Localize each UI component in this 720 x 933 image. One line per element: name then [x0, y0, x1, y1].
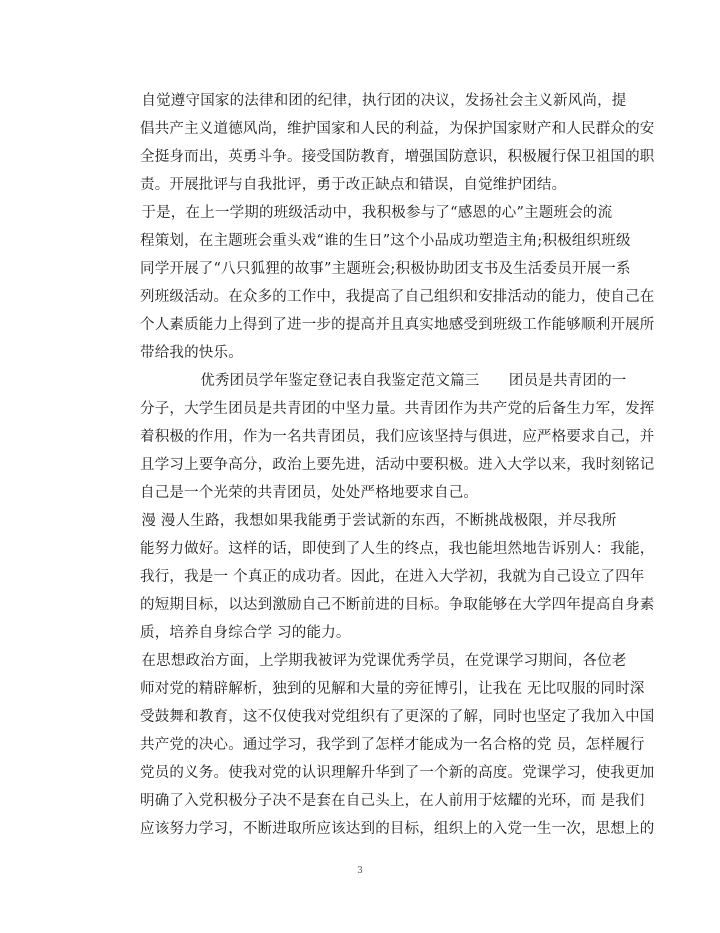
- text-line: 能努力做好。这样的话，即使到了人生的终点，我也能坦然地告诉别人：我能，: [140, 541, 655, 557]
- text-line: 着积极的作用，作为一名共青团员，我们应该坚持与俱进，应严格要求自己，并: [140, 429, 655, 445]
- text-line: 质，培养自身综合学 习的能力。: [140, 625, 351, 641]
- text-line: 明确了入党积极分子决不是套在自己头上，在人前用于炫耀的光环，而 是我们: [140, 793, 645, 809]
- text-line: 全挺身而出，英勇斗争。接受国防教育，增强国防意识，积极履行保卫祖国的职: [140, 149, 655, 165]
- page-number: 3: [357, 866, 363, 876]
- text-line: 程策划，在主题班会重头戏“谁的生日”这个小品成功塑造主角;积极组织班级: [140, 233, 631, 249]
- text-line: 的短期目标，以达到激励自己不断前进的目标。争取能够在大学四年提高自身素: [140, 597, 655, 613]
- text-line: 倡共产主义道德风尚，维护国家和人民的利益，为保护国家财产和人民群众的安: [140, 121, 655, 137]
- text-line: 于是，在上一学期的班级活动中，我积极参与了“感恩的心”主题班会的流: [112, 205, 613, 221]
- text-line: 受鼓舞和教育，这不仅使我对党组织有了更深的了解，同时也坚定了我加入中国: [140, 709, 655, 725]
- text-line: 师对党的精辟解析，独到的见解和大量的旁征博引，让我在 无比叹服的同时深: [140, 681, 645, 697]
- text-line: 应该努力学习，不断进取所应该达到的目标，组织上的入党一生一次，思想上的: [140, 821, 655, 837]
- text-line: 党员的义务。使我对党的认识理解升华到了一个新的高度。党课学习，使我更加: [140, 765, 655, 781]
- text-line: 责。开展批评与自我批评，勇于改正缺点和错误，自觉维护团结。: [140, 177, 567, 193]
- text-line: 且学习上要争高分，政治上要先进，活动中要积极。进入大学以来，我时刻铭记: [140, 457, 655, 473]
- text-line: 自己是一个光荣的共青团员，处处严格地要求自己。: [140, 485, 479, 501]
- text-line: 我行，我是一 个真正的成功者。因此，在进入大学初，我就为自己设立了四年: [140, 569, 645, 585]
- text-line: 共产党的决心。通过学习，我学到了怎样才能成为一名合格的党 员，怎样履行: [140, 737, 645, 753]
- text-line: 漫 漫人生路，我想如果我能勇于尝试新的东西，不断挑战极限，并尽我所: [112, 513, 617, 529]
- section-heading-line: 优秀团员学年鉴定登记表自我鉴定范文篇三 团员是共青团的一: [112, 373, 627, 389]
- text-line: 列班级活动。在众多的工作中，我提高了自己组织和安排活动的能力，使自己在: [140, 289, 655, 305]
- text-line: 带给我的快乐。: [140, 345, 243, 361]
- text-line: 同学开展了“八只狐狸的故事”主题班会;积极协助团支书及生活委员开展一系: [140, 261, 631, 277]
- text-line: 在思想政治方面，上学期我被评为党课优秀学员，在党课学习期间，各位老: [112, 653, 627, 669]
- text-line: 个人素质能力上得到了进一步的提高并且真实地感受到班级工作能够顺利开展所: [140, 317, 655, 333]
- text-line: 分子，大学生团员是共青团的中坚力量。共青团作为共产党的后备生力军，发挥: [140, 401, 655, 417]
- text-line: 自觉遵守国家的法律和团的纪律，执行团的决议，发扬社会主义新风尚，提: [112, 93, 627, 109]
